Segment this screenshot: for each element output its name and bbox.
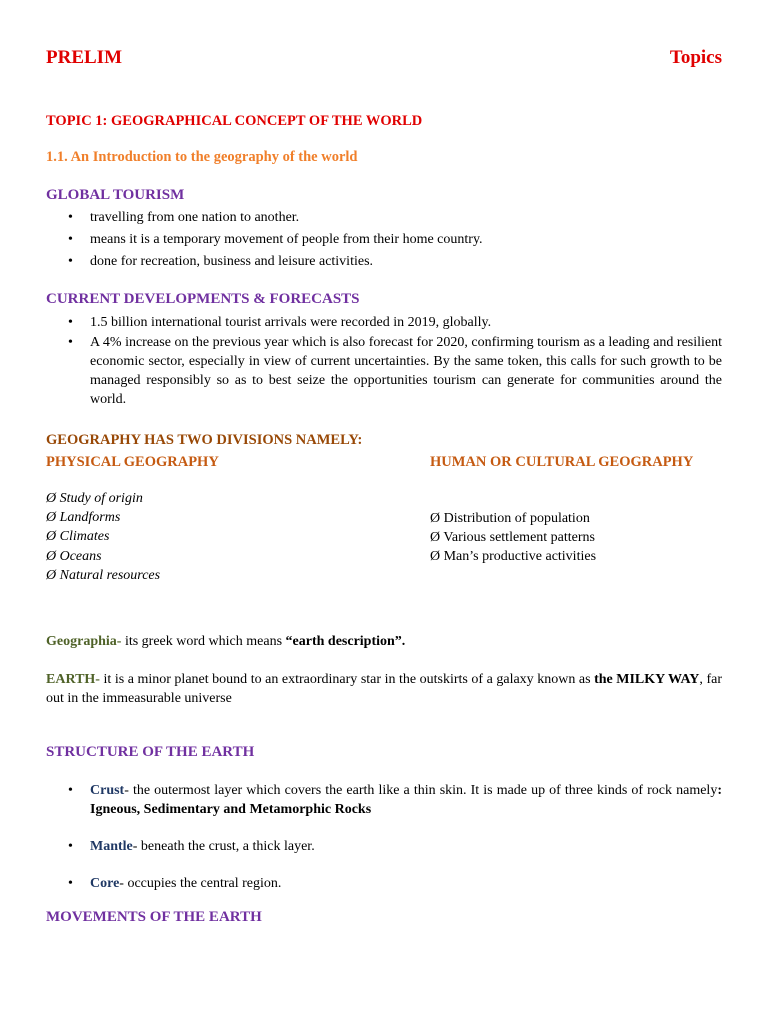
- divisions-heading: GEOGRAPHY HAS TWO DIVISIONS NAMELY:: [46, 432, 363, 448]
- global-tourism-list: [46, 208, 722, 271]
- list-item: • travelling from one nation to another.: [68, 210, 300, 225]
- list-item-crust: • Crust- the outermost layer which covers the earth like a thin skin. It is made up of three kinds of rock namely: Igneous, Sedimentary and Metamorphic Rocks: [68, 783, 722, 817]
- list-item: Ø Distribution of population: [430, 511, 590, 526]
- geographia-definition: Geographia- its greek word which means “earth description”.: [46, 634, 406, 649]
- bullet-icon: •: [68, 254, 73, 269]
- list-item-core: • Core- occupies the central region.: [68, 876, 282, 891]
- bullet-icon: •: [68, 315, 73, 330]
- structure-heading: STRUCTURE OF THE EARTH: [46, 744, 255, 760]
- bullet-icon: •: [68, 335, 73, 350]
- bullet-icon: •: [68, 876, 73, 891]
- movements-heading: MOVEMENTS OF THE EARTH: [46, 909, 262, 925]
- list-item: Ø Oceans: [46, 548, 102, 564]
- list-item: • means it is a temporary movement of people from their home country.: [68, 232, 483, 247]
- physical-geography-heading: PHYSICAL GEOGRAPHY: [46, 454, 219, 470]
- global-tourism-heading: GLOBAL TOURISM: [46, 187, 185, 203]
- list-item: Ø Man’s productive activities: [430, 549, 597, 565]
- structure-list: [46, 781, 722, 893]
- current-developments-list: [46, 313, 722, 409]
- list-item: Ø Study of origin: [46, 491, 143, 506]
- geographia-term: Geographia-: [46, 634, 122, 649]
- list-item: Ø Landforms: [46, 510, 121, 526]
- earth-definition: EARTH- it is a minor planet bound to an extraordinary star in the outskirts of a galaxy known as the MILKY WAY, far out in the immeasurable universe: [46, 672, 722, 706]
- header-topics: Topics: [669, 47, 722, 68]
- header-prelim: PRELIM: [46, 47, 122, 68]
- list-item: Ø Various settlement patterns: [430, 530, 595, 546]
- human-geography-list: [430, 509, 596, 567]
- bullet-icon: •: [68, 783, 73, 798]
- list-item: Ø Climates: [46, 529, 110, 545]
- physical-geography-list: [46, 489, 160, 585]
- list-item: • A 4% increase on the previous year which is also forecast for 2020, confirming tourism as a leading and resilient economic sector, especially in view of current uncertainties. By the same token, this calls for such growth to be managed responsibly so as to best seize the opportunities tourism can generate for communities around the world.: [68, 335, 722, 407]
- list-item: Ø Natural resources: [46, 567, 161, 583]
- list-item-mantle: • Mantle- beneath the crust, a thick layer.: [68, 839, 315, 854]
- bullet-icon: •: [68, 839, 73, 854]
- human-geography-heading: HUMAN OR CULTURAL GEOGRAPHY: [430, 454, 694, 470]
- list-item: • done for recreation, business and leisure activities.: [68, 254, 374, 269]
- topic-heading: TOPIC 1: GEOGRAPHICAL CONCEPT OF THE WORLD: [46, 113, 423, 129]
- list-item: • 1.5 billion international tourist arrivals were recorded in 2019, globally.: [68, 315, 492, 330]
- subtopic-heading: 1.1. An Introduction to the geography of the world: [46, 149, 358, 165]
- bullet-icon: •: [68, 210, 73, 225]
- earth-term: EARTH-: [46, 672, 100, 687]
- current-developments-heading: CURRENT DEVELOPMENTS & FORECASTS: [46, 291, 360, 307]
- bullet-icon: •: [68, 232, 73, 247]
